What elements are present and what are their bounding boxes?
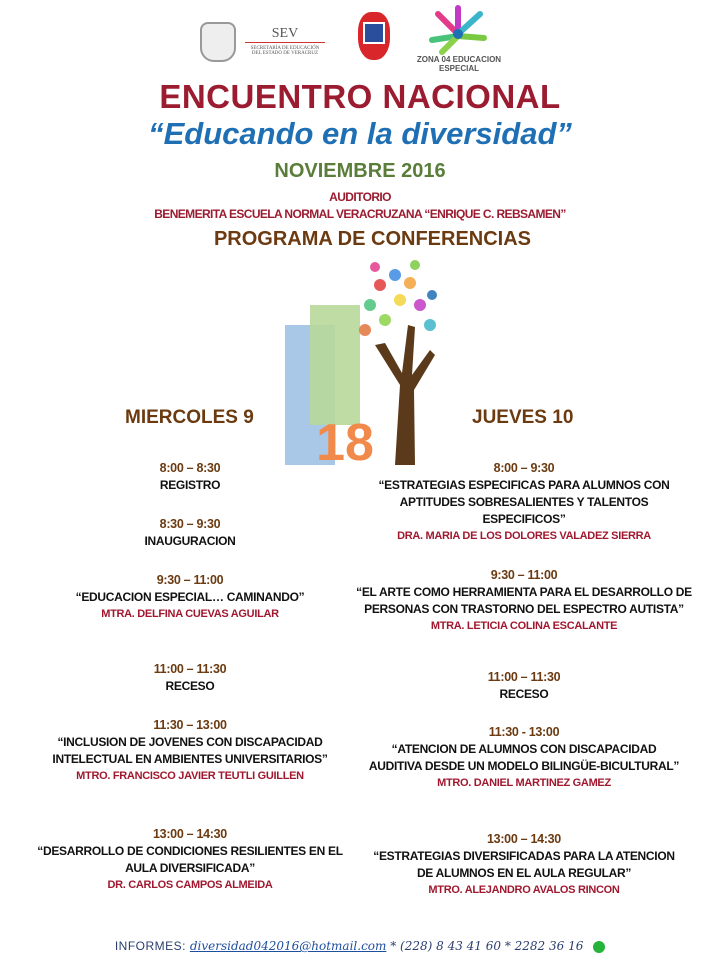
session-title-line: “ESTRATEGIAS ESPECIFICAS PARA ALUMNOS CON <box>378 478 670 492</box>
event-title: ENCUENTRO NACIONAL <box>159 78 561 115</box>
session-time: 11:30 - 13:00 <box>488 725 560 739</box>
session-title-line: DE ALUMNOS EN EL AULA REGULAR” <box>416 866 632 880</box>
venue-label: AUDITORIO <box>329 190 391 204</box>
session-time: 13:00 – 14:30 <box>487 832 561 846</box>
session-speaker: MTRO. FRANCISCO JAVIER TEUTLI GUILLEN <box>76 770 304 782</box>
whatsapp-icon <box>593 941 605 953</box>
schedule-item <box>20 717 360 785</box>
session-title-line: “DESARROLLO DE CONDICIONES RESILIENTES EN EL <box>37 844 343 858</box>
schedule-item <box>20 826 360 894</box>
svg-text:18: 18 <box>316 414 374 470</box>
session-title-line: “EL ARTE COMO HERRAMIENTA PARA EL DESARROLLO DE <box>356 585 692 599</box>
session-title-line: “ATENCION DE ALUMNOS CON DISCAPACIDAD <box>391 742 657 756</box>
venue-name: BENEMERITA ESCUELA NORMAL VERACRUZANA “ENRIQUE C. REBSAMEN” <box>154 207 566 221</box>
session-time: 11:30 – 13:00 <box>153 718 227 732</box>
session-speaker: DRA. MARIA DE LOS DOLORES VALADEZ SIERRA <box>397 530 651 542</box>
schedule-item <box>20 516 360 550</box>
thursday-schedule <box>354 0 694 960</box>
schedule-item <box>354 567 694 635</box>
session-title-line: PERSONAS CON TRASTORNO DEL ESPECTRO AUTISTA” <box>364 602 684 616</box>
session-title-line: “INCLUSION DE JOVENES CON DISCAPACIDAD <box>57 735 323 749</box>
session-title-line: INAUGURACION <box>144 534 236 548</box>
schedule-item <box>20 661 360 695</box>
sev-logo: SEV SECRETARÍA DE EDUCACIÓN DEL ESTADO DE VERACRUZ <box>245 26 325 56</box>
day-heading-thursday: JUEVES 10 <box>472 407 574 428</box>
session-time: 9:30 – 11:00 <box>490 568 558 582</box>
schedule-item <box>354 724 694 792</box>
zona-logo-caption: ZONA 04 EDUCACION ESPECIAL <box>416 55 502 73</box>
wednesday-schedule <box>20 0 360 960</box>
schedule-item <box>354 831 694 899</box>
session-title-line: “ESTRATEGIAS DIVERSIFICADAS PARA LA ATENCION <box>373 849 675 863</box>
session-title-line: ESPECIFICOS” <box>482 512 566 526</box>
session-speaker: DR. CARLOS CAMPOS ALMEIDA <box>107 879 273 891</box>
session-speaker: MTRO. DANIEL MARTINEZ GAMEZ <box>437 777 611 789</box>
session-title-line: APTITUDES SOBRESALIENTES Y TALENTOS <box>399 495 649 509</box>
session-title-line: “EDUCACION ESPECIAL… CAMINANDO” <box>75 590 305 604</box>
session-speaker: MTRA. DELFINA CUEVAS AGUILAR <box>101 608 279 620</box>
schedule-item <box>354 669 694 703</box>
footer-contact: INFORMES: diversidad042016@hotmail.com * (228) 8 43 41 60 * 2282 36 16 <box>0 939 720 953</box>
session-title-line: REGISTRO <box>159 478 221 492</box>
schedule-item <box>20 460 360 494</box>
session-title-line: RECESO <box>165 679 215 693</box>
day-heading-wednesday: MIERCOLES 9 <box>125 407 254 428</box>
session-time: 11:00 – 11:30 <box>487 670 561 684</box>
session-title-line: INTELECTUAL EN AMBIENTES UNIVERSITARIOS” <box>52 752 328 766</box>
event-date: NOVIEMBRE 2016 <box>274 160 446 182</box>
session-time: 9:30 – 11:00 <box>156 573 224 587</box>
schedule-item <box>20 572 360 623</box>
session-title-line: AUDITIVA DESDE UN MODELO BILINGÜE-BICULTURAL” <box>368 759 680 773</box>
schedule-item <box>354 460 694 545</box>
session-time: 8:00 – 8:30 <box>159 461 221 475</box>
event-subtitle: “Educando en la diversidad” <box>148 116 572 151</box>
session-speaker: MTRO. ALEJANDRO AVALOS RINCON <box>428 884 620 896</box>
contact-email-link[interactable]: diversidad042016@hotmail.com <box>189 939 387 953</box>
session-time: 13:00 – 14:30 <box>153 827 227 841</box>
session-speaker: MTRA. LETICIA COLINA ESCALANTE <box>430 620 618 632</box>
session-title-line: RECESO <box>499 687 549 701</box>
session-time: 8:00 – 9:30 <box>493 461 555 475</box>
session-time: 11:00 – 11:30 <box>153 662 227 676</box>
session-time: 8:30 – 9:30 <box>159 517 221 531</box>
program-heading: PROGRAMA DE CONFERENCIAS <box>213 228 532 250</box>
session-title-line: AULA DIVERSIFICADA” <box>125 861 255 875</box>
